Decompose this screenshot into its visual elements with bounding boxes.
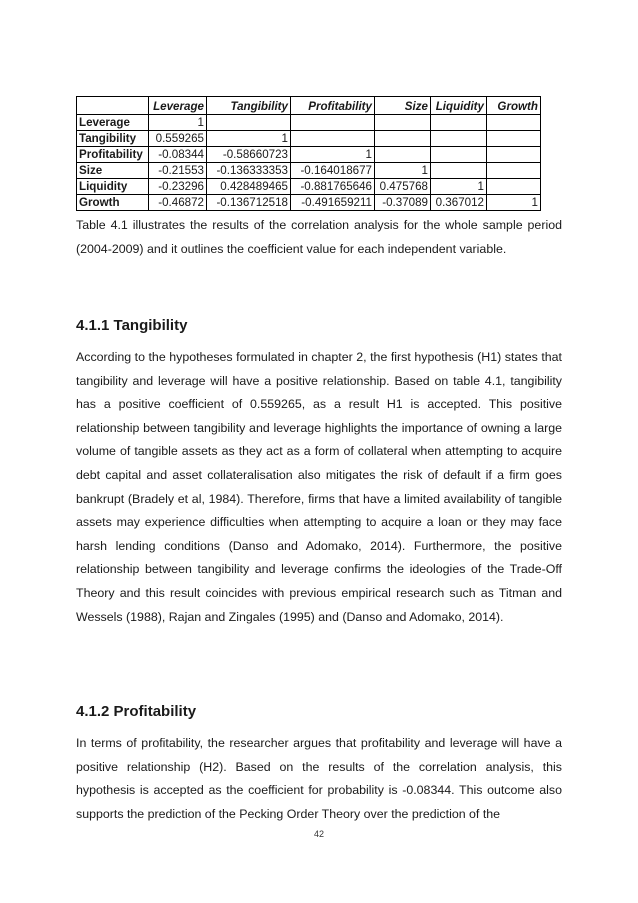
table-row	[77, 163, 541, 179]
table-cell	[375, 131, 431, 147]
row-header: Leverage	[77, 115, 149, 131]
row-header: Growth	[77, 195, 149, 211]
section-heading-tangibility: 4.1.1 Tangibility	[76, 317, 188, 334]
column-header: Liquidity	[431, 97, 487, 115]
table-cell: -0.164018677	[291, 163, 375, 179]
table-row	[77, 131, 541, 147]
table-cell: 0.367012	[431, 195, 487, 211]
table-cell	[431, 163, 487, 179]
column-header: Growth	[487, 97, 541, 115]
table-cell: -0.37089	[375, 195, 431, 211]
row-header: Tangibility	[77, 131, 149, 147]
paragraph-tangibility: According to the hypotheses formulated in chapter 2, the first hypothesis (H1) states that tangibility and leverage will have a positive relationship. Based on table 4.1, tangibility has a positive coefficient of 0.559265, as a result H1 is accepted. This positive relationship between tangibility and leverage highlights the importance of owning a large volume of tangible assets as they act as a form of collateral when attempting to acquire debt capital and asset collateralisation also mitigates the risk of default if a firm goes bankrupt (Bradely et al, 1984). Therefore, firms that have a limited availability of tangible assets may experience difficulties when attempting to acquire a loan or they may face harsh lending conditions (Danso and Adomako, 2014). Furthermore, the positive relationship between tangibility and leverage confirms the ideologies of the Trade-Off Theory and this result coincides with previous empirical research such as Titman and Wessels (1988), Rajan and Zingales (1995) and (Danso and Adomako, 2014).	[76, 350, 562, 624]
table-cell: 1	[375, 163, 431, 179]
table-cell: 1	[431, 179, 487, 195]
table-cell: -0.46872	[149, 195, 207, 211]
table-cell: 1	[149, 115, 207, 131]
table-cell: 1	[207, 131, 291, 147]
table-cell: 1	[487, 195, 541, 211]
row-header: Liquidity	[77, 179, 149, 195]
table-caption: Table 4.1 illustrates the results of the correlation analysis for the whole sample period (2004-2009) and it outlines the coefficient value for each independent variable.	[76, 218, 562, 256]
table-cell: -0.881765646	[291, 179, 375, 195]
column-header: Size	[375, 97, 431, 115]
section-heading-profitability: 4.1.2 Profitability	[76, 703, 197, 720]
table-cell	[487, 115, 541, 131]
page-number: 42	[313, 829, 324, 839]
table-cell	[375, 115, 431, 131]
row-header: Size	[77, 163, 149, 179]
table-cell: -0.23296	[149, 179, 207, 195]
paragraph-profitability: In terms of profitability, the researcher argues that profitability and leverage will have a positive relationship (H2). Based on the results of the correlation analysis, this hypothesis is accepted as the coefficient for probability is -0.08344. This outcome also supports the prediction of the Pecking Order Theory over the prediction of the	[76, 736, 562, 821]
table-cell: -0.08344	[149, 147, 207, 163]
table-cell	[375, 147, 431, 163]
table-cell	[487, 163, 541, 179]
table-cell	[431, 115, 487, 131]
table-cell: 0.559265	[149, 131, 207, 147]
table-cell	[291, 131, 375, 147]
table-cell: 1	[291, 147, 375, 163]
column-header: Profitability	[291, 97, 375, 115]
table-row	[77, 147, 541, 163]
table-cell	[207, 115, 291, 131]
table-cell: -0.136712518	[207, 195, 291, 211]
table-cell: -0.491659211	[291, 195, 375, 211]
table-cell: -0.21553	[149, 163, 207, 179]
table-cell	[487, 147, 541, 163]
row-header: Profitability	[77, 147, 149, 163]
table-cell: -0.58660723	[207, 147, 291, 163]
table-row	[77, 179, 541, 195]
table-cell	[487, 131, 541, 147]
correlation-table	[76, 96, 541, 211]
table-cell	[487, 179, 541, 195]
table-row	[77, 195, 541, 211]
column-header: Leverage	[149, 97, 207, 115]
table-header-row	[77, 97, 541, 115]
table-cell: -0.136333353	[207, 163, 291, 179]
table-row	[77, 115, 541, 131]
table-cell	[431, 147, 487, 163]
column-header	[77, 97, 149, 115]
table-cell: 0.475768	[375, 179, 431, 195]
column-header: Tangibility	[207, 97, 291, 115]
table-cell	[431, 131, 487, 147]
table-cell: 0.428489465	[207, 179, 291, 195]
table-cell	[291, 115, 375, 131]
